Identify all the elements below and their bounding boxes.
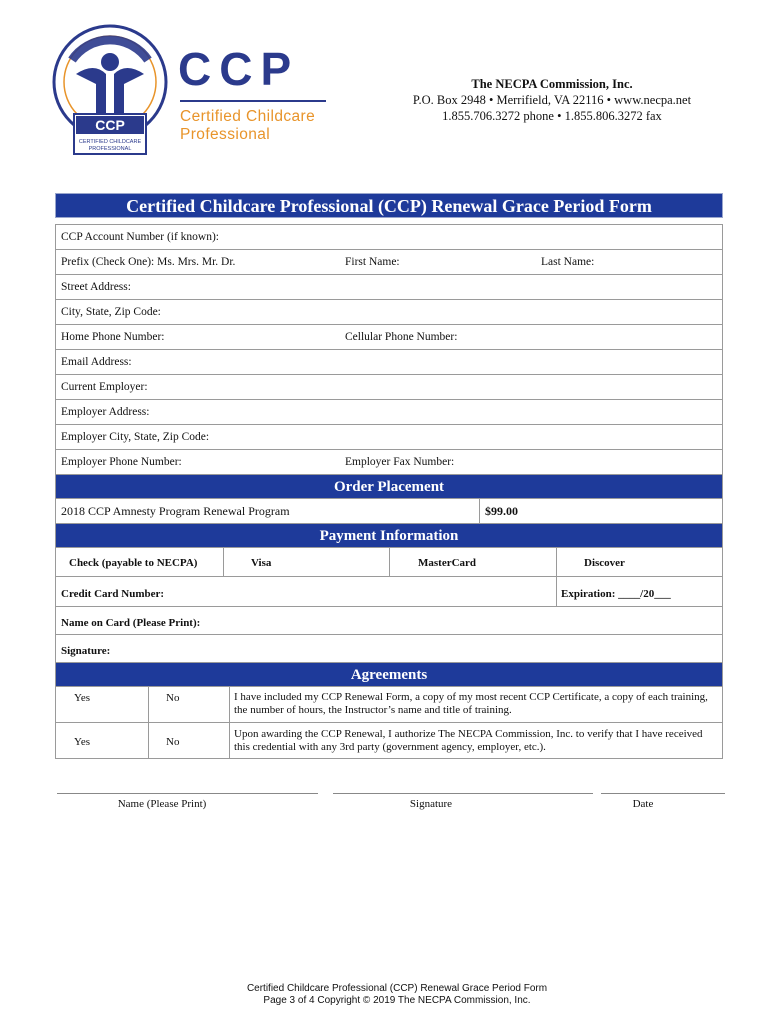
agreement-1-no[interactable]: No [166, 692, 180, 704]
agreement-row-1 [56, 686, 722, 722]
agreement-1-yes[interactable]: Yes [74, 692, 91, 704]
org-phones: 1.855.706.3272 phone • 1.855.806.3272 fax [442, 109, 662, 123]
employer-city-label: Employer City, State, Zip Code: [61, 431, 210, 443]
city-state-zip-label: City, State, Zip Code: [61, 306, 161, 318]
program-price: $99.00 [485, 504, 518, 518]
seal-badge-sub2: PROFESSIONAL [88, 146, 132, 152]
footer-title: Certified Childcare Professional (CCP) Renewal Grace Period Form [246, 983, 548, 994]
payment-method-row [56, 547, 722, 576]
payment-information-header: Payment Information [56, 523, 722, 547]
payment-discover-option[interactable]: Discover [584, 557, 625, 569]
payment-divider [556, 577, 557, 606]
employer-address-field[interactable] [56, 399, 722, 424]
expiration-field[interactable]: Expiration: ____/20___ [561, 588, 671, 600]
agreement-divider [229, 723, 230, 758]
ccp-logo [50, 22, 340, 172]
order-divider [479, 499, 480, 523]
logo-subtitle [180, 108, 315, 144]
org-contact-block [402, 76, 702, 124]
street-address-field[interactable] [56, 274, 722, 299]
agreement-2-yes[interactable]: Yes [74, 736, 91, 748]
org-name: The NECPA Commission, Inc. [471, 77, 633, 91]
employer-city-field[interactable] [56, 424, 722, 449]
agreement-2-no[interactable]: No [166, 736, 180, 748]
payment-signature-label: Signature: [61, 645, 111, 657]
order-row [56, 498, 722, 523]
payment-signature-field[interactable] [56, 634, 722, 662]
order-placement-header: Order Placement [56, 474, 722, 498]
agreement-row-2 [56, 722, 722, 759]
logo-wordmark: CCP [178, 43, 300, 95]
ccp-seal-icon [50, 22, 170, 162]
email-label: Email Address: [61, 356, 132, 368]
agreement-divider [148, 723, 149, 758]
agreement-divider [229, 687, 230, 722]
renewal-form [55, 224, 723, 759]
agreement-2-text: Upon awarding the CCP Renewal, I authorize The NECPA Commission, Inc. to verify that I have received this credential with any 3rd party (government agency, employer, etc.). [234, 728, 703, 753]
account-number-field[interactable] [56, 224, 722, 249]
first-name-field[interactable]: First Name: [345, 256, 400, 268]
payment-divider [223, 548, 224, 576]
home-phone-field[interactable]: Home Phone Number: [61, 331, 165, 343]
phone-row [56, 324, 722, 349]
employer-fax-field[interactable]: Employer Fax Number: [345, 456, 455, 468]
name-on-card-field[interactable] [56, 606, 722, 634]
seal-badge-sub1: CERTIFIED CHILDCARE [78, 139, 142, 145]
payment-visa-option[interactable]: Visa [251, 557, 272, 569]
logo-subtitle-line2: Professional [180, 126, 271, 143]
payment-check-option[interactable]: Check (payable to NECPA) [69, 557, 198, 569]
email-field[interactable] [56, 349, 722, 374]
seal-badge-text: CCP [95, 117, 125, 133]
agreements-header: Agreements [56, 662, 722, 686]
card-number-row [56, 576, 722, 606]
name-print-line[interactable] [57, 793, 318, 794]
employer-label: Current Employer: [61, 381, 148, 393]
signature-label: Signature [409, 798, 453, 810]
payment-mastercard-option[interactable]: MasterCard [418, 557, 477, 569]
date-label: Date [632, 798, 654, 810]
program-name: 2018 CCP Amnesty Program Renewal Program [61, 504, 290, 518]
footer-copyright: Page 3 of 4 Copyright © 2019 The NECPA Commission, Inc. [263, 995, 531, 1006]
employer-phone-field[interactable]: Employer Phone Number: [61, 456, 182, 468]
account-number-label: CCP Account Number (if known): [61, 231, 220, 243]
card-number-field[interactable]: Credit Card Number: [61, 588, 165, 600]
agreement-1-text: I have included my CCP Renewal Form, a copy of my most recent CCP Certificate, a copy of each training, the number of hours, the Instructor’s name and title of training. [234, 691, 708, 716]
signature-line[interactable] [333, 793, 593, 794]
employer-address-label: Employer Address: [61, 406, 150, 418]
prefix-field[interactable]: Prefix (Check One): Ms. Mrs. Mr. Dr. [61, 256, 236, 268]
employer-field[interactable] [56, 374, 722, 399]
employer-phone-row [56, 449, 722, 474]
agreement-divider [148, 687, 149, 722]
city-state-zip-field[interactable] [56, 299, 722, 324]
payment-divider [556, 548, 557, 576]
logo-subtitle-line1: Certified Childcare [180, 108, 316, 125]
name-row [56, 249, 722, 274]
logo-divider [180, 100, 326, 102]
street-address-label: Street Address: [61, 281, 131, 293]
date-line[interactable] [601, 793, 725, 794]
form-title: Certified Childcare Professional (CCP) Renewal Grace Period Form [55, 193, 723, 218]
org-address: P.O. Box 2948 • Merrifield, VA 22116 • www.necpa.net [412, 93, 692, 107]
page-footer [0, 983, 770, 1007]
payment-divider [389, 548, 390, 576]
name-on-card-label: Name on Card (Please Print): [61, 617, 201, 629]
cell-phone-field[interactable]: Cellular Phone Number: [345, 331, 458, 343]
last-name-field[interactable]: Last Name: [541, 256, 595, 268]
name-print-label: Name (Please Print) [117, 798, 207, 810]
